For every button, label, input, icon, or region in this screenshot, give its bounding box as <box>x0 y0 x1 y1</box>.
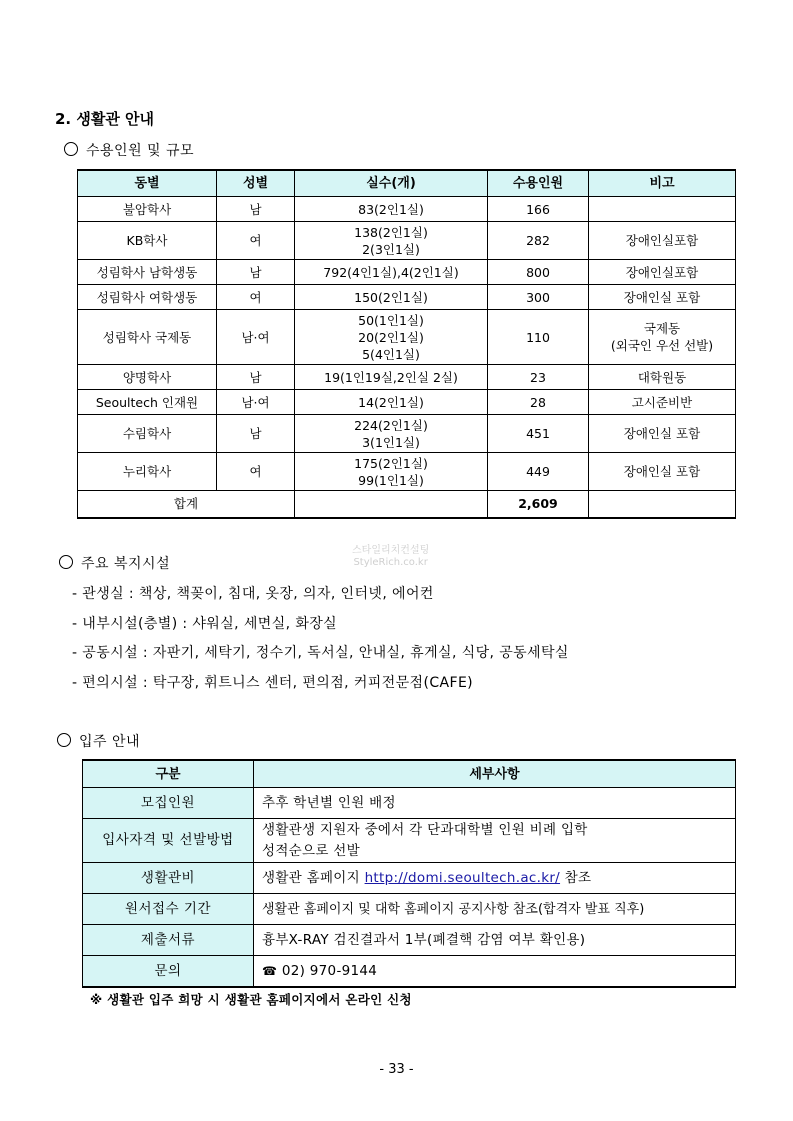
table-row <box>83 788 736 819</box>
table-row <box>83 863 736 894</box>
gender-cell: 남 <box>217 415 295 453</box>
header-gender: 성별 <box>217 170 295 197</box>
period-value: 생활관 홈페이지 및 대학 홈페이지 공지사항 참조(합격자 발표 직후) <box>254 894 736 925</box>
list-item: - 관생실 : 책상, 책꽂이, 침대, 옷장, 의자, 인터넷, 에어컨 <box>72 586 434 602</box>
note-cell: 장애인실포함 <box>589 260 736 285</box>
header-details: 세부사항 <box>254 760 736 788</box>
homepage-link[interactable]: http://domi.seoultech.ac.kr/ <box>364 869 561 886</box>
rooms-cell: 19(1인19실,2인실 2실) <box>295 365 488 390</box>
note-cell: 국제동 (외국인 우선 선발) <box>589 310 736 365</box>
note-cell <box>589 197 736 222</box>
building-cell: 성림학사 국제동 <box>78 310 217 365</box>
admission-heading: 입주 안내 <box>57 731 140 751</box>
capacity-cell: 282 <box>488 222 589 260</box>
building-cell: 성림학사 남학생동 <box>78 260 217 285</box>
total-label: 합계 <box>78 491 295 518</box>
capacity-cell: 166 <box>488 197 589 222</box>
table-row <box>78 365 736 390</box>
building-cell: 불암학사 <box>78 197 217 222</box>
capacity-cell: 28 <box>488 390 589 415</box>
header-capacity: 수용인원 <box>488 170 589 197</box>
documents-value: 흉부X-RAY 검진결과서 1부(폐결핵 감염 여부 확인용) <box>254 925 736 956</box>
gender-cell: 여 <box>217 453 295 491</box>
gender-cell: 남 <box>217 197 295 222</box>
capacity-cell: 23 <box>488 365 589 390</box>
list-item: - 내부시설(층별) : 샤워실, 세면실, 화장실 <box>72 615 338 632</box>
note-cell: 장애인실 포함 <box>589 415 736 453</box>
rooms-cell: 138(2인1실) 2(3인1실) <box>295 222 488 260</box>
capacity-cell: 451 <box>488 415 589 453</box>
gender-cell: 남·여 <box>217 390 295 415</box>
page-number: - 33 - <box>379 1062 414 1077</box>
recruit-value: 추후 학년별 인원 배정 <box>254 788 736 819</box>
circle-bullet-icon <box>57 733 71 747</box>
note-cell: 장애인실 포함 <box>589 453 736 491</box>
rooms-cell: 175(2인1실) 99(1인1실) <box>295 453 488 491</box>
table-row <box>78 310 736 365</box>
table-row <box>78 390 736 415</box>
building-cell: Seoultech 인재원 <box>78 390 217 415</box>
table-row <box>83 894 736 925</box>
gender-cell: 남 <box>217 365 295 390</box>
total-value: 2,609 <box>488 491 589 518</box>
circle-bullet-icon <box>59 555 73 569</box>
header-note: 비고 <box>589 170 736 197</box>
capacity-cell: 449 <box>488 453 589 491</box>
building-cell: KB학사 <box>78 222 217 260</box>
section-title: 2. 생활관 안내 <box>55 110 155 128</box>
building-cell: 성림학사 여학생동 <box>78 285 217 310</box>
circle-bullet-icon <box>64 142 78 156</box>
capacity-heading: 수용인원 및 규모 <box>64 140 194 160</box>
capacity-cell: 800 <box>488 260 589 285</box>
total-rooms-cell <box>295 491 488 518</box>
building-cell: 양명학사 <box>78 365 217 390</box>
admission-header-row <box>83 760 736 788</box>
admission-table <box>82 759 736 988</box>
gender-cell: 남·여 <box>217 310 295 365</box>
rooms-cell: 150(2인1실) <box>295 285 488 310</box>
list-item: - 편의시설 : 탁구장, 휘트니스 센터, 편의점, 커피전문점(CAFE) <box>72 674 474 691</box>
table-row <box>83 956 736 988</box>
welfare-list <box>72 580 569 698</box>
note-cell: 대학원동 <box>589 365 736 390</box>
table-row <box>78 222 736 260</box>
application-note: ※ 생활관 입주 희망 시 생활관 홈페이지에서 온라인 신청 <box>90 992 412 1007</box>
qualification-value: 생활관생 지원자 중에서 각 단과대학별 인원 비례 입학 성적순으로 선발 <box>254 819 736 863</box>
welfare-heading: 주요 복지시설 <box>59 553 170 573</box>
capacity-cell: 300 <box>488 285 589 310</box>
building-cell: 누리학사 <box>78 453 217 491</box>
rooms-cell: 83(2인1실) <box>295 197 488 222</box>
total-row <box>78 491 736 518</box>
header-category: 구분 <box>83 760 254 788</box>
header-rooms: 실수(개) <box>295 170 488 197</box>
note-cell: 고시준비반 <box>589 390 736 415</box>
note-cell: 장애인실포함 <box>589 222 736 260</box>
gender-cell: 여 <box>217 222 295 260</box>
fee-value: 생활관 홈페이지 http://domi.seoultech.ac.kr/ 참조 <box>254 863 736 894</box>
rooms-cell: 792(4인1실),4(2인1실) <box>295 260 488 285</box>
rooms-cell: 50(1인1실) 20(2인1실) 5(4인1실) <box>295 310 488 365</box>
gender-cell: 남 <box>217 260 295 285</box>
contact-label: 문의 <box>83 956 254 988</box>
contact-value: ☎ 02) 970-9144 <box>254 956 736 988</box>
table-row <box>78 453 736 491</box>
building-cell: 수림학사 <box>78 415 217 453</box>
rooms-cell: 14(2인1실) <box>295 390 488 415</box>
note-cell: 장애인실 포함 <box>589 285 736 310</box>
recruit-label: 모집인원 <box>83 788 254 819</box>
gender-cell: 여 <box>217 285 295 310</box>
capacity-table <box>77 169 736 519</box>
capacity-cell: 110 <box>488 310 589 365</box>
table-row <box>78 197 736 222</box>
capacity-header-row <box>78 170 736 197</box>
rooms-cell: 224(2인1실) 3(1인1실) <box>295 415 488 453</box>
qualification-label: 입사자격 및 선발방법 <box>83 819 254 863</box>
watermark: 스타일리치컨설팅 StyleRich.co.kr <box>352 545 430 568</box>
table-row <box>78 260 736 285</box>
phone-icon: ☎ <box>262 963 278 978</box>
table-row <box>78 285 736 310</box>
header-building: 동별 <box>78 170 217 197</box>
total-note-cell <box>589 491 736 518</box>
table-row <box>83 819 736 863</box>
period-label: 원서접수 기간 <box>83 894 254 925</box>
table-row <box>78 415 736 453</box>
documents-label: 제출서류 <box>83 925 254 956</box>
list-item: - 공동시설 : 자판기, 세탁기, 정수기, 독서실, 안내실, 휴게실, 식당, 공동세탁실 <box>72 645 569 661</box>
fee-label: 생활관비 <box>83 863 254 894</box>
table-row <box>83 925 736 956</box>
